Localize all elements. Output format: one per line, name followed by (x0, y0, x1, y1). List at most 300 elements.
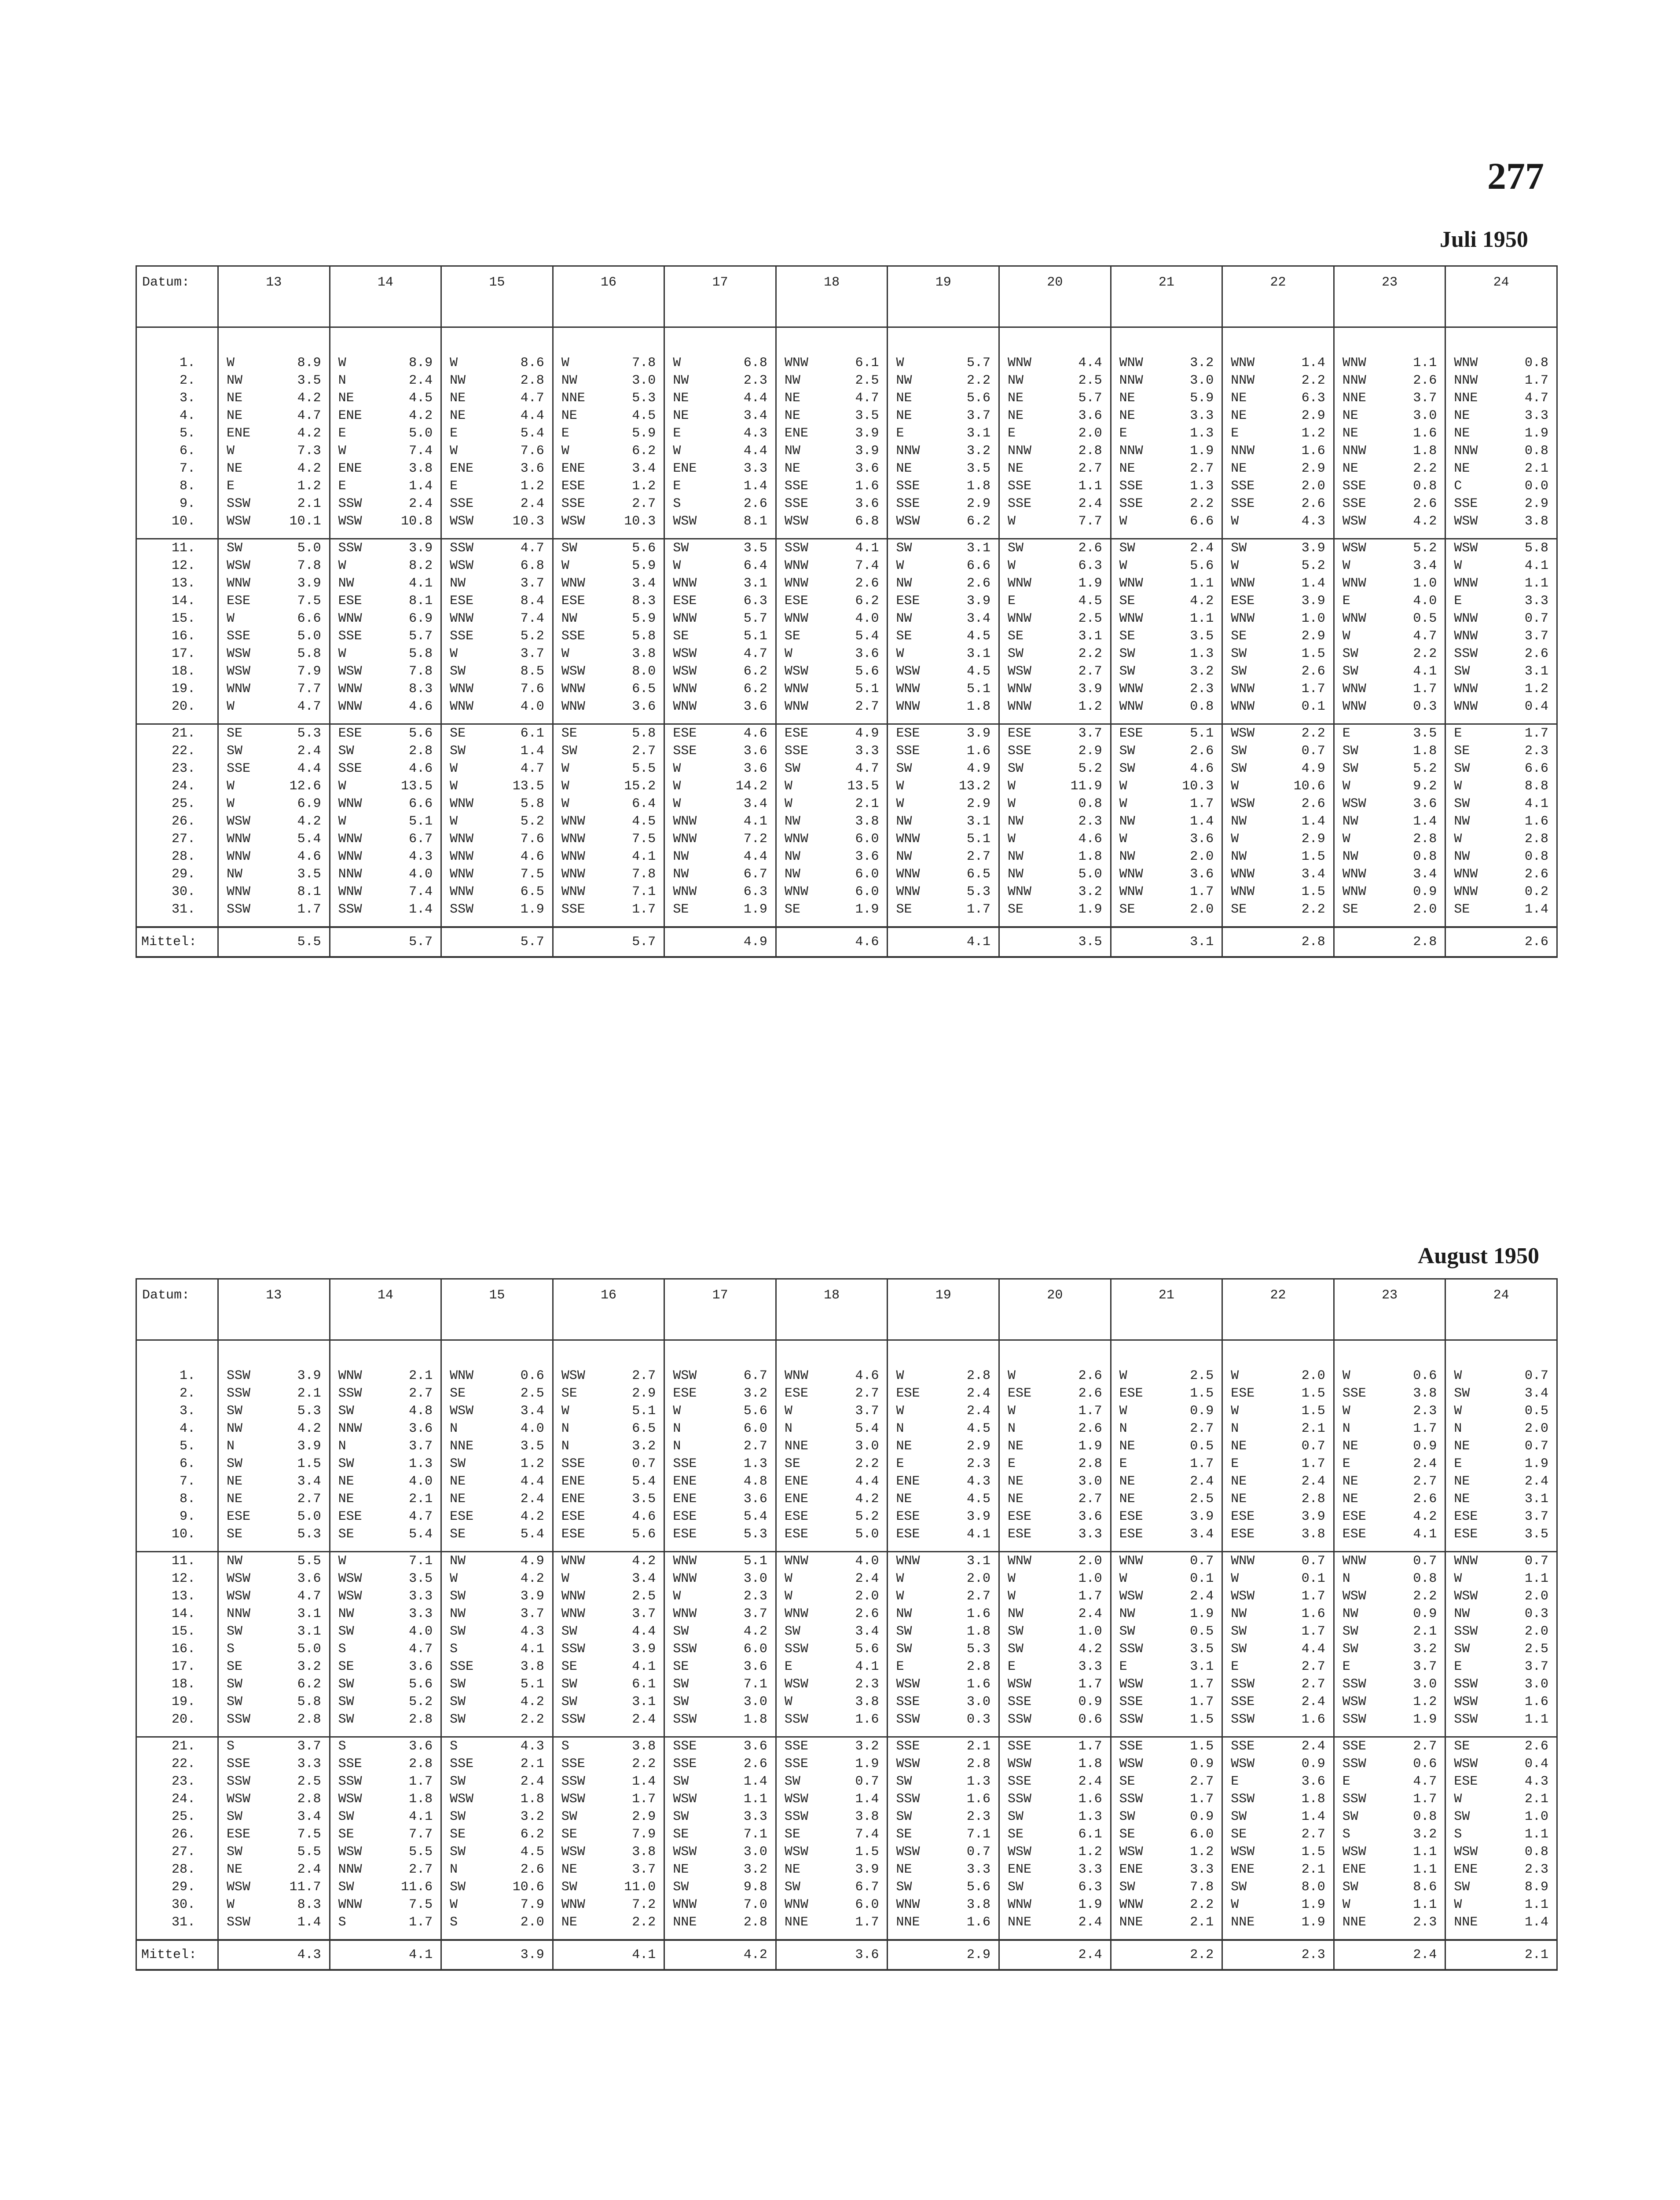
wind-cell (218, 354, 330, 372)
wind-cell (1111, 610, 1222, 627)
wind-direction: ESE (673, 1527, 697, 1542)
wind-cell (1111, 1525, 1222, 1543)
wind-direction: SW (1119, 541, 1135, 556)
table-row (136, 795, 1557, 813)
wind-direction: ESE (1119, 1527, 1143, 1542)
wind-direction: SSE (896, 744, 920, 759)
wind-speed: 4.6 (743, 726, 767, 741)
table-row (136, 813, 1557, 830)
wind-direction: ENE (673, 461, 697, 476)
wind-direction: SE (1008, 1827, 1024, 1842)
wind-speed: 3.5 (1524, 1527, 1548, 1542)
wind-cell (330, 1367, 441, 1385)
wind-speed: 2.6 (1413, 496, 1437, 511)
day-label: 29. (136, 1878, 218, 1896)
wind-direction: NE (561, 1862, 577, 1877)
wind-direction: NE (896, 461, 912, 476)
wind-cell (1445, 901, 1557, 918)
wind-speed: 6.2 (520, 1827, 544, 1842)
wind-speed: 1.1 (1190, 611, 1214, 626)
wind-direction: W (673, 761, 681, 776)
wind-speed: 7.0 (743, 1897, 767, 1912)
wind-speed: 5.3 (297, 1527, 321, 1542)
wind-cell (1111, 1896, 1222, 1914)
wind-speed: 6.0 (743, 1421, 767, 1436)
wind-cell (330, 645, 441, 663)
wind-direction: W (1119, 832, 1127, 847)
wind-cell (776, 1790, 888, 1808)
wind-direction: W (1008, 1368, 1016, 1383)
wind-cell (553, 1737, 664, 1756)
wind-cell (664, 1773, 776, 1790)
wind-speed: 3.5 (743, 541, 767, 556)
day-label: 23. (136, 1773, 218, 1790)
day-label: 29. (136, 865, 218, 883)
wind-direction: SW (673, 1809, 689, 1824)
wind-speed: 2.0 (1190, 849, 1214, 864)
wind-speed: 3.5 (632, 1492, 656, 1507)
wind-cell (999, 495, 1111, 513)
wind-cell (888, 1711, 999, 1728)
wind-direction: WSW (896, 514, 920, 529)
wind-speed: 1.9 (1413, 1712, 1437, 1727)
wind-speed: 10.3 (624, 514, 656, 529)
wind-speed: 7.1 (743, 1827, 767, 1842)
wind-speed: 0.7 (967, 1844, 991, 1859)
wind-direction: WNW (1119, 356, 1143, 370)
wind-cell (553, 680, 664, 698)
wind-speed: 5.6 (1190, 558, 1214, 573)
wind-speed: 0.7 (1190, 1554, 1214, 1569)
wind-speed: 6.8 (743, 356, 767, 370)
wind-cell (1334, 389, 1445, 407)
wind-direction: WNW (561, 884, 585, 899)
wind-speed: 2.3 (1413, 1915, 1437, 1930)
wind-direction: WNW (784, 576, 808, 591)
wind-speed: 6.0 (743, 1642, 767, 1657)
wind-speed: 1.6 (855, 1712, 879, 1727)
wind-speed: 8.3 (297, 1897, 321, 1912)
wind-speed: 1.7 (1190, 884, 1214, 899)
wind-direction: W (896, 558, 904, 573)
wind-direction: NE (561, 408, 577, 423)
wind-direction: ESE (1008, 1509, 1032, 1524)
wind-cell (664, 1623, 776, 1640)
wind-direction: W (896, 1404, 904, 1419)
wind-cell (1445, 389, 1557, 407)
wind-cell (776, 557, 888, 575)
wind-speed: 5.1 (1190, 726, 1214, 741)
wind-direction: WNW (1008, 884, 1032, 899)
wind-cell (441, 1455, 553, 1473)
wind-direction: W (227, 796, 235, 811)
wind-cell (664, 407, 776, 425)
wind-cell (1222, 742, 1334, 760)
wind-direction: NW (1008, 1606, 1024, 1621)
wind-direction: WNW (227, 576, 251, 591)
wind-cell (330, 1605, 441, 1623)
wind-speed: 8.0 (1301, 1880, 1325, 1895)
wind-direction: SW (1342, 761, 1358, 776)
wind-cell (999, 1693, 1111, 1711)
hour-column-header: 15 (441, 266, 553, 327)
wind-cell (1111, 575, 1222, 592)
wind-speed: 1.1 (1524, 1571, 1548, 1586)
wind-direction: NW (784, 849, 800, 864)
wind-cell (1334, 1843, 1445, 1861)
wind-direction: SSW (673, 1642, 697, 1657)
wind-direction: SE (561, 1827, 577, 1842)
wind-speed: 3.1 (967, 426, 991, 441)
wind-direction: SE (1454, 1739, 1470, 1754)
wind-cell (888, 1878, 999, 1896)
wind-cell (1445, 777, 1557, 795)
day-label: 6. (136, 1455, 218, 1473)
wind-direction: SSE (1008, 496, 1032, 511)
wind-direction: SW (561, 1809, 577, 1824)
wind-cell (1445, 1437, 1557, 1455)
wind-direction: SW (450, 1589, 466, 1604)
wind-cell (553, 627, 664, 645)
wind-cell (888, 1773, 999, 1790)
wind-direction: SSW (338, 1386, 362, 1401)
wind-speed: 4.0 (1413, 594, 1437, 609)
wind-cell (218, 724, 330, 743)
wind-cell (441, 1737, 553, 1756)
wind-speed: 2.1 (297, 1386, 321, 1401)
wind-cell (776, 1420, 888, 1437)
wind-cell (330, 795, 441, 813)
wind-cell (664, 1420, 776, 1437)
wind-speed: 11.0 (624, 1880, 656, 1895)
wind-speed: 3.9 (1301, 541, 1325, 556)
wind-direction: NE (1008, 1474, 1024, 1489)
wind-direction: SSW (896, 1712, 920, 1727)
wind-speed: 4.6 (409, 761, 433, 776)
wind-direction: SW (227, 1677, 243, 1692)
wind-cell (1445, 1861, 1557, 1878)
wind-direction: WNW (450, 867, 474, 882)
wind-direction: SW (227, 1624, 243, 1639)
hour-column-header: 18 (776, 1279, 888, 1340)
wind-speed: 1.5 (1190, 1386, 1214, 1401)
wind-direction: WSW (227, 1792, 251, 1807)
wind-cell (999, 407, 1111, 425)
wind-direction: WSW (1008, 664, 1032, 679)
wind-cell (330, 1640, 441, 1658)
table-row (136, 1693, 1557, 1711)
wind-cell (441, 1623, 553, 1640)
wind-direction: WSW (561, 1792, 585, 1807)
wind-cell (441, 592, 553, 610)
wind-direction: SSE (673, 1756, 697, 1771)
hour-column-header: 13 (218, 266, 330, 327)
wind-speed: 2.4 (632, 1712, 656, 1727)
wind-speed: 1.4 (409, 479, 433, 494)
wind-cell (776, 495, 888, 513)
wind-speed: 3.9 (1301, 1509, 1325, 1524)
wind-table-juli (136, 265, 1558, 958)
wind-cell (888, 1588, 999, 1605)
wind-speed: 5.1 (967, 682, 991, 697)
wind-speed: 4.1 (1413, 664, 1437, 679)
wind-speed: 4.5 (967, 629, 991, 644)
wind-speed: 5.6 (967, 1880, 991, 1895)
wind-direction: E (338, 426, 346, 441)
wind-direction: SW (1119, 1809, 1135, 1824)
wind-speed: 7.4 (855, 558, 879, 573)
wind-cell (1111, 1755, 1222, 1773)
wind-speed: 1.1 (1413, 1862, 1437, 1877)
wind-speed: 4.5 (967, 1421, 991, 1436)
wind-direction: WNW (784, 682, 808, 697)
wind-direction: SSE (1119, 496, 1143, 511)
wind-cell (330, 354, 441, 372)
wind-cell (218, 1773, 330, 1790)
wind-direction: SW (338, 1404, 354, 1419)
wind-cell (1222, 645, 1334, 663)
wind-direction: WNW (561, 1897, 585, 1912)
wind-direction: WSW (1454, 541, 1478, 556)
wind-speed: 2.6 (967, 576, 991, 591)
wind-direction: SSE (1342, 1386, 1366, 1401)
wind-speed: 1.7 (632, 1792, 656, 1807)
wind-speed: 4.5 (967, 1492, 991, 1507)
wind-cell (664, 372, 776, 389)
table-row (136, 389, 1557, 407)
wind-cell (776, 1552, 888, 1570)
wind-cell (441, 1896, 553, 1914)
wind-cell (664, 1658, 776, 1676)
wind-speed: 7.8 (409, 664, 433, 679)
wind-speed: 3.6 (743, 761, 767, 776)
wind-direction: N (450, 1421, 458, 1436)
wind-cell (441, 495, 553, 513)
wind-speed: 6.7 (743, 867, 767, 882)
wind-cell (218, 425, 330, 442)
wind-speed: 3.0 (1524, 1677, 1548, 1692)
wind-speed: 4.3 (409, 849, 433, 864)
table-row (136, 777, 1557, 795)
wind-direction: NW (1008, 849, 1024, 864)
wind-direction: SSE (227, 1756, 251, 1771)
wind-cell (776, 460, 888, 477)
wind-cell (999, 1773, 1111, 1790)
wind-speed: 3.0 (967, 1694, 991, 1709)
wind-speed: 2.2 (1301, 902, 1325, 917)
wind-cell (1222, 513, 1334, 530)
wind-direction: N (1342, 1571, 1350, 1586)
day-label: 22. (136, 742, 218, 760)
wind-direction: SW (1454, 1880, 1470, 1895)
wind-speed: 1.8 (1078, 1756, 1102, 1771)
wind-speed: 4.1 (520, 1642, 544, 1657)
wind-speed: 1.6 (1413, 426, 1437, 441)
wind-cell (1111, 1367, 1222, 1385)
wind-direction: NNE (1454, 391, 1478, 406)
hour-column-header: 16 (553, 266, 664, 327)
wind-cell (999, 1843, 1111, 1861)
wind-speed: 0.3 (1524, 1606, 1548, 1621)
wind-speed: 2.1 (520, 1756, 544, 1771)
wind-cell (553, 1773, 664, 1790)
mean-label: Mittel: (136, 1940, 218, 1970)
wind-cell (1111, 1552, 1222, 1570)
wind-cell (776, 1437, 888, 1455)
wind-cell (664, 1896, 776, 1914)
wind-direction: SSW (784, 1712, 808, 1727)
wind-cell (888, 372, 999, 389)
mean-value: 2.2 (1111, 1940, 1222, 1970)
wind-cell (553, 901, 664, 918)
wind-speed: 5.3 (297, 726, 321, 741)
wind-direction: WNW (1008, 699, 1032, 714)
wind-cell (1222, 777, 1334, 795)
wind-speed: 5.6 (743, 1404, 767, 1419)
wind-direction: WNW (561, 682, 585, 697)
wind-direction: W (338, 356, 346, 370)
wind-direction: SSW (1454, 646, 1478, 661)
wind-direction: SW (1342, 1642, 1358, 1657)
wind-direction: SSE (1454, 496, 1478, 511)
wind-cell (1445, 1525, 1557, 1543)
wind-direction: SW (1454, 796, 1470, 811)
wind-speed: 3.0 (1413, 1677, 1437, 1692)
wind-speed: 2.1 (1524, 461, 1548, 476)
wind-cell (999, 389, 1111, 407)
wind-direction: SE (338, 1527, 354, 1542)
wind-speed: 3.5 (297, 867, 321, 882)
wind-direction: SW (1231, 1624, 1247, 1639)
wind-direction: ENE (1454, 1862, 1478, 1877)
wind-cell (776, 1711, 888, 1728)
wind-direction: SW (784, 761, 800, 776)
wind-direction: E (1454, 726, 1462, 741)
wind-speed: 4.6 (297, 849, 321, 864)
wind-cell (330, 442, 441, 460)
wind-speed: 1.8 (1301, 1792, 1325, 1807)
wind-speed: 3.9 (855, 444, 879, 458)
wind-speed: 4.1 (1524, 558, 1548, 573)
wind-cell (888, 1808, 999, 1826)
wind-direction: SSE (1119, 479, 1143, 494)
wind-cell (1445, 425, 1557, 442)
wind-speed: 8.5 (520, 664, 544, 679)
wind-speed: 1.0 (1078, 1624, 1102, 1639)
wind-cell (218, 1914, 330, 1931)
wind-direction: SW (896, 1624, 912, 1639)
wind-direction: SW (1342, 1624, 1358, 1639)
wind-cell (999, 813, 1111, 830)
wind-cell (999, 830, 1111, 848)
wind-direction: ENE (561, 1474, 585, 1489)
wind-cell (218, 1402, 330, 1420)
wind-cell (999, 1737, 1111, 1756)
wind-speed: 2.5 (632, 1589, 656, 1604)
wind-speed: 6.2 (743, 664, 767, 679)
wind-cell (664, 1455, 776, 1473)
wind-direction: WNW (450, 849, 474, 864)
wind-speed: 2.9 (1301, 629, 1325, 644)
wind-speed: 0.8 (1190, 699, 1214, 714)
wind-speed: 4.4 (855, 1474, 879, 1489)
wind-speed: 1.8 (967, 479, 991, 494)
wind-cell (441, 663, 553, 680)
wind-speed: 3.7 (1413, 391, 1437, 406)
wind-direction: NE (1119, 1474, 1135, 1489)
wind-cell (888, 513, 999, 530)
wind-cell (776, 1640, 888, 1658)
wind-speed: 2.6 (1524, 646, 1548, 661)
wind-direction: SW (450, 1677, 466, 1692)
wind-direction: SSW (227, 1368, 251, 1383)
wind-speed: 2.7 (409, 1386, 433, 1401)
wind-speed: 1.3 (743, 1456, 767, 1471)
wind-speed: 4.2 (409, 408, 433, 423)
wind-direction: W (338, 779, 346, 794)
wind-speed: 2.4 (409, 373, 433, 388)
wind-direction: SSE (1119, 1694, 1143, 1709)
table-row (136, 1623, 1557, 1640)
wind-speed: 7.5 (297, 1827, 321, 1842)
wind-speed: 8.1 (409, 594, 433, 609)
wind-direction: NE (561, 1915, 577, 1930)
table-row (136, 1914, 1557, 1931)
wind-speed: 1.0 (1301, 611, 1325, 626)
wind-cell (1445, 1570, 1557, 1588)
wind-direction: NE (1008, 1492, 1024, 1507)
wind-direction: W (227, 611, 235, 626)
wind-speed: 2.9 (1301, 408, 1325, 423)
wind-speed: 1.1 (743, 1792, 767, 1807)
wind-speed: 0.6 (1413, 1368, 1437, 1383)
wind-direction: W (784, 1571, 792, 1586)
wind-direction: W (1231, 1368, 1239, 1383)
wind-cell (1445, 1790, 1557, 1808)
wind-direction: W (450, 356, 458, 370)
wind-speed: 7.7 (409, 1827, 433, 1842)
wind-direction: W (1231, 1897, 1239, 1912)
wind-cell (776, 724, 888, 743)
wind-speed: 1.7 (1078, 1739, 1102, 1754)
day-label: 10. (136, 513, 218, 530)
hour-column-header: 14 (330, 1279, 441, 1340)
wind-speed: 0.8 (1413, 1571, 1437, 1586)
wind-speed: 2.6 (1078, 1421, 1102, 1436)
wind-cell (1334, 557, 1445, 575)
table-row (136, 1711, 1557, 1728)
wind-speed: 1.4 (520, 744, 544, 759)
wind-direction: W (561, 646, 569, 661)
wind-speed: 0.6 (1078, 1712, 1102, 1727)
wind-direction: SW (673, 1677, 689, 1692)
wind-speed: 2.7 (743, 1439, 767, 1454)
wind-speed: 3.9 (1078, 682, 1102, 697)
wind-direction: NW (784, 814, 800, 829)
wind-cell (553, 575, 664, 592)
wind-cell (1334, 1658, 1445, 1676)
day-label: 2. (136, 372, 218, 389)
wind-cell (1222, 389, 1334, 407)
wind-cell (1111, 1843, 1222, 1861)
wind-speed: 3.4 (632, 1571, 656, 1586)
wind-speed: 2.3 (1190, 682, 1214, 697)
wind-direction: NW (1342, 849, 1358, 864)
wind-cell (441, 830, 553, 848)
wind-speed: 3.8 (1524, 514, 1548, 529)
wind-direction: WSW (338, 664, 362, 679)
wind-direction: WNW (1454, 1554, 1478, 1569)
